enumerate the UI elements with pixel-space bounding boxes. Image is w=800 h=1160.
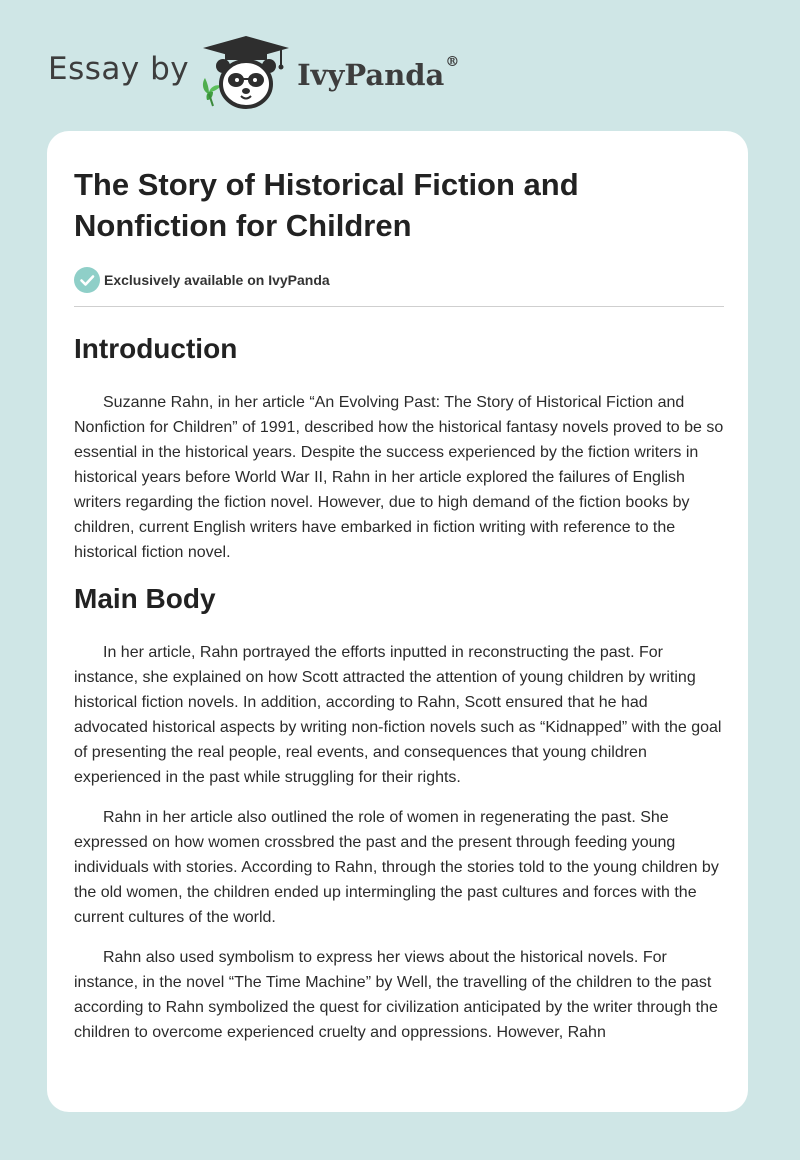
article-content — [74, 164, 724, 1045]
brand-name[interactable]: IvyPanda® — [297, 54, 460, 92]
section-heading-introduction: Introduction — [74, 333, 238, 364]
paragraph: Suzanne Rahn, in her article “An Evolving Past: The Story of Historical Fiction and Nonfiction for Children” of 1991, described how the historical fantasy novels proved to be so essential in the historical years. Despite the success experienced by the fiction writers in historical years before World War II, Rahn in her article explored the failures of English writers regarding the fiction novel. However, due to high demand of the fiction books by children, current English writers have embarked in fiction writing with reference to the historical fiction novel. — [74, 394, 724, 561]
exclusive-badge — [74, 267, 724, 293]
divider — [74, 306, 724, 307]
essay-by-label: Essay by — [48, 51, 190, 87]
paragraph: Rahn also used symbolism to express her views about the historical novels. For instance, in the novel “The Time Machine” by Well, the travelling of the children to the past according to Rahn symbolized the quest for civilization anticipated by the writer through the children to overcome experienced cruelty and oppressions. However, Rahn — [74, 949, 718, 1041]
panda-graduate-icon[interactable] — [197, 34, 295, 110]
paragraph: Rahn in her article also outlined the role of women in regenerating the past. She expressed on how women crossbred the past and the present through feeding young individuals with stories. According to Rahn, through the stories told to the young children by the old women, the children ended up intermingling the past cultures and forces with the current cultures of the world. — [74, 809, 719, 926]
exclusive-badge-text: Exclusively available on IvyPanda — [104, 272, 330, 288]
section-heading-main-body: Main Body — [74, 583, 216, 614]
site-header — [48, 34, 468, 110]
paragraph: In her article, Rahn portrayed the efforts inputted in reconstructing the past. For instance, she explained on how Scott attracted the attention of young children by writing historical fiction novels. In addition, according to Rahn, Scott ensured that he had advocated historical aspects by writing non-fiction novels such as “Kidnapped” with the goal of presenting the real people, real events, and consequences that young children experienced in the past while struggling for their rights. — [74, 644, 722, 786]
article-card — [47, 131, 748, 1112]
registered-mark: ® — [445, 54, 460, 70]
page-title: The Story of Historical Fiction and Nonfiction for Children — [74, 167, 579, 243]
check-circle-icon — [74, 267, 100, 293]
